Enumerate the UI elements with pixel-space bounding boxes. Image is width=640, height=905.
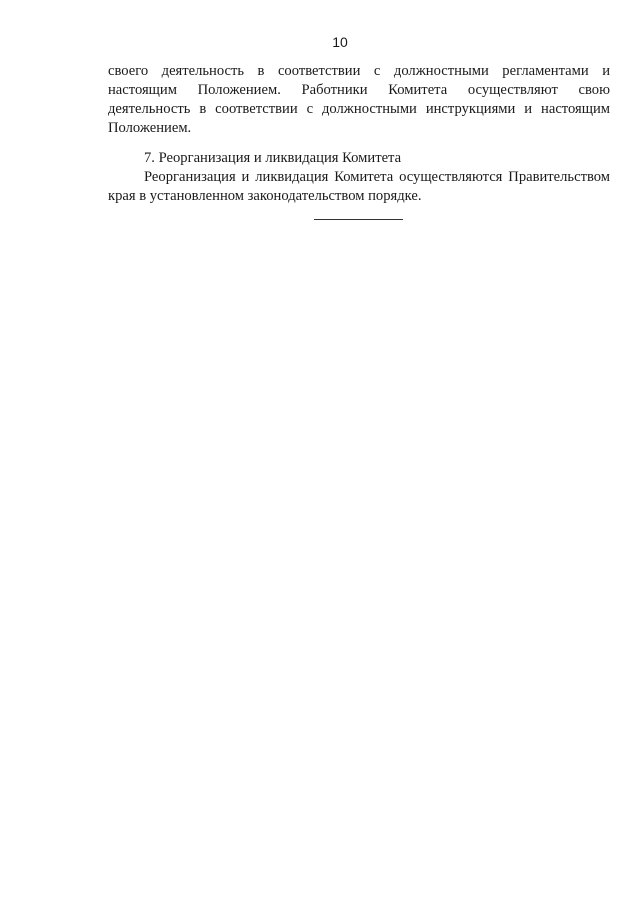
paragraph-continuation: своего деятельность в соответствии с должностными регламентами и настоящим Положением. Работники Комитета осуществляют свою деятельность в соответствии с должностными инструкциями и настоящим Положением. [108,63,610,136]
document-body [108,62,610,206]
paragraph-reorganization: Реорганизация и ликвидация Комитета осуществляются Правительством края в установленном законодательством порядке. [108,169,610,204]
page-number: 10 [332,34,348,50]
section-heading: 7. Реорганизация и ликвидация Комитета [144,150,402,166]
end-separator-line [314,219,403,220]
